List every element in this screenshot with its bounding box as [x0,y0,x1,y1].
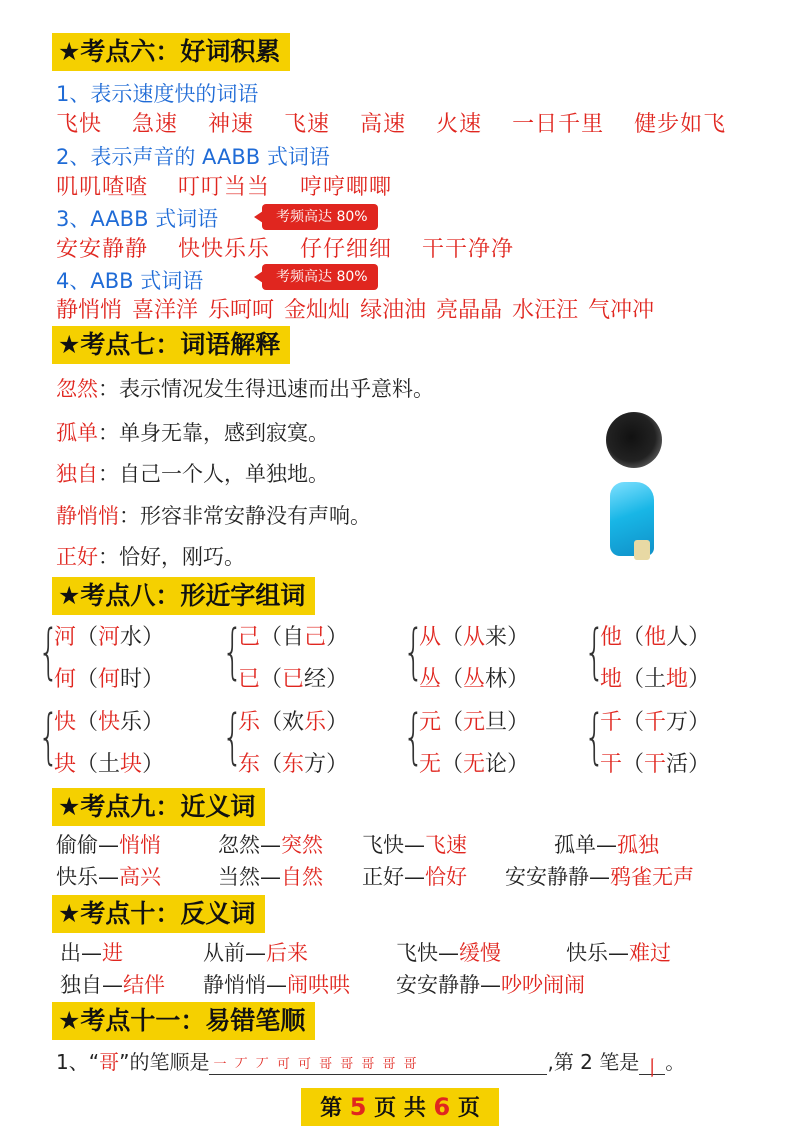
section-header-7: ★考点七：词语解释 [52,326,290,364]
section-header-10: ★考点十：反义词 [52,895,265,933]
frequency-badge: 考频高达 80% [262,264,378,290]
char-row: 从（从来） [419,625,530,650]
char-row: 乐（欢乐） [238,710,349,735]
word: 火速 [436,112,483,137]
answer-blank: 丨 [639,1052,665,1075]
antonym-pair: 从前—后来 [203,941,308,965]
word-list-4 [56,293,654,324]
group-title-4: 4、ABB 式词语 [56,269,204,293]
synonym-pair: 当然—自然 [218,865,323,889]
word: 喜洋洋 [132,298,199,323]
section-header-6: ★考点六：好词积累 [52,33,290,71]
char-row: 丛（丛林） [419,667,530,692]
term: 忽然 [56,377,98,401]
definition-row [56,417,329,447]
section-header-9: ★考点九：近义词 [52,788,265,826]
char-row: 地（土地） [600,667,711,692]
char-row: 他（他人） [600,625,711,650]
stroke-order-question: 1、“哥”的笔顺是 一 丆 丆 可 可 哥 哥 哥 哥 哥 ,第 2 笔是 丨 。 [56,1050,686,1080]
word: 气冲冲 [588,298,655,323]
synonym-pair: 偷偷—悄悄 [56,833,161,857]
word: 干干净净 [422,237,515,262]
word: 叮叮当当 [178,175,271,200]
definition-row [56,541,245,571]
char-row: 元（元旦） [419,710,530,735]
term: 正好 [56,545,98,569]
word: 绿油油 [360,298,427,323]
antonym-pair: 安安静静—吵吵闹闹 [396,973,585,997]
synonym-pair: 快乐—高兴 [56,865,161,889]
word: 仔仔细细 [300,237,393,262]
char-row: 无（无论） [419,752,530,777]
definition: ：自己一个人，单独地。 [98,462,329,486]
word-list-1 [56,107,726,138]
char-row: 已（已经） [238,667,349,692]
group-title-3: 3、AABB 式词语 [56,207,219,231]
synonym-pair: 正好—恰好 [362,865,467,889]
brace-icon: { [222,702,244,772]
char-row: 河（河水） [54,625,165,650]
brace-icon: { [584,617,606,687]
definition: ：表示情况发生得迅速而出乎意料。 [98,377,434,401]
word: 急速 [132,112,179,137]
char-row: 快（快乐） [54,710,165,735]
brace-icon: { [403,617,425,687]
group-title-1: 1、表示速度快的词语 [56,82,259,106]
word: 金灿灿 [284,298,351,323]
char-row: 块（土块） [54,752,165,777]
definition: ：恰好，刚巧。 [98,545,245,569]
definition-row [56,458,329,488]
brace-icon: { [403,702,425,772]
word: 健步如飞 [634,112,727,137]
stroke-sequence: 一 丆 丆 可 可 哥 哥 哥 哥 哥 [213,1057,419,1072]
antonym-pair: 快乐—难过 [566,941,671,965]
stroke-order-blank [209,1052,547,1075]
word: 水汪汪 [512,298,579,323]
word-list-2 [56,170,422,201]
word: 神速 [208,112,255,137]
word: 亮晶晶 [436,298,503,323]
char-row: 何（何时） [54,667,165,692]
antonym-pair: 独自—结伴 [60,973,165,997]
synonym-pair: 孤单—孤独 [554,833,659,857]
word: 快快乐乐 [178,237,271,262]
definition-row [56,500,371,530]
word: 叽叽喳喳 [56,175,149,200]
word: 飞速 [284,112,331,137]
brace-icon: { [222,617,244,687]
section-header-11: ★考点十一：易错笔顺 [52,1002,315,1040]
ink-bottle-label [634,540,650,560]
char-row: 己（自己） [238,625,349,650]
brace-icon: { [38,702,60,772]
char-row: 干（干活） [600,752,711,777]
frequency-badge: 考频高达 80% [262,204,378,230]
term: 独自 [56,462,98,486]
antonym-pair: 出—进 [60,941,123,965]
word: 哼哼唧唧 [300,175,393,200]
definition: ：形容非常安静没有声响。 [119,504,371,528]
word: 乐呵呵 [208,298,275,323]
definition-row [56,373,434,403]
char-row: 东（东方） [238,752,349,777]
ink-blot-illustration [606,412,662,468]
word: 静悄悄 [56,298,123,323]
brace-icon: { [38,617,60,687]
page-indicator: 第 5 页 共 6 页 [301,1088,499,1126]
group-title-2: 2、表示声音的 AABB 式词语 [56,145,330,169]
synonym-pair: 飞快—飞速 [362,833,467,857]
word: 安安静静 [56,237,149,262]
synonym-pair: 安安静静—鸦雀无声 [505,865,694,889]
antonym-pair: 静悄悄—闹哄哄 [203,973,350,997]
term: 孤单 [56,421,98,445]
definition: ：单身无靠，感到寂寞。 [98,421,329,445]
word: 飞快 [56,112,103,137]
section-header-8: ★考点八：形近字组词 [52,577,315,615]
brace-icon: { [584,702,606,772]
word-list-3 [56,232,544,263]
antonym-pair: 飞快—缓慢 [396,941,501,965]
synonym-pair: 忽然—突然 [218,833,323,857]
char-row: 千（千万） [600,710,711,735]
word: 高速 [360,112,407,137]
term: 静悄悄 [56,504,119,528]
word: 一日千里 [512,112,605,137]
